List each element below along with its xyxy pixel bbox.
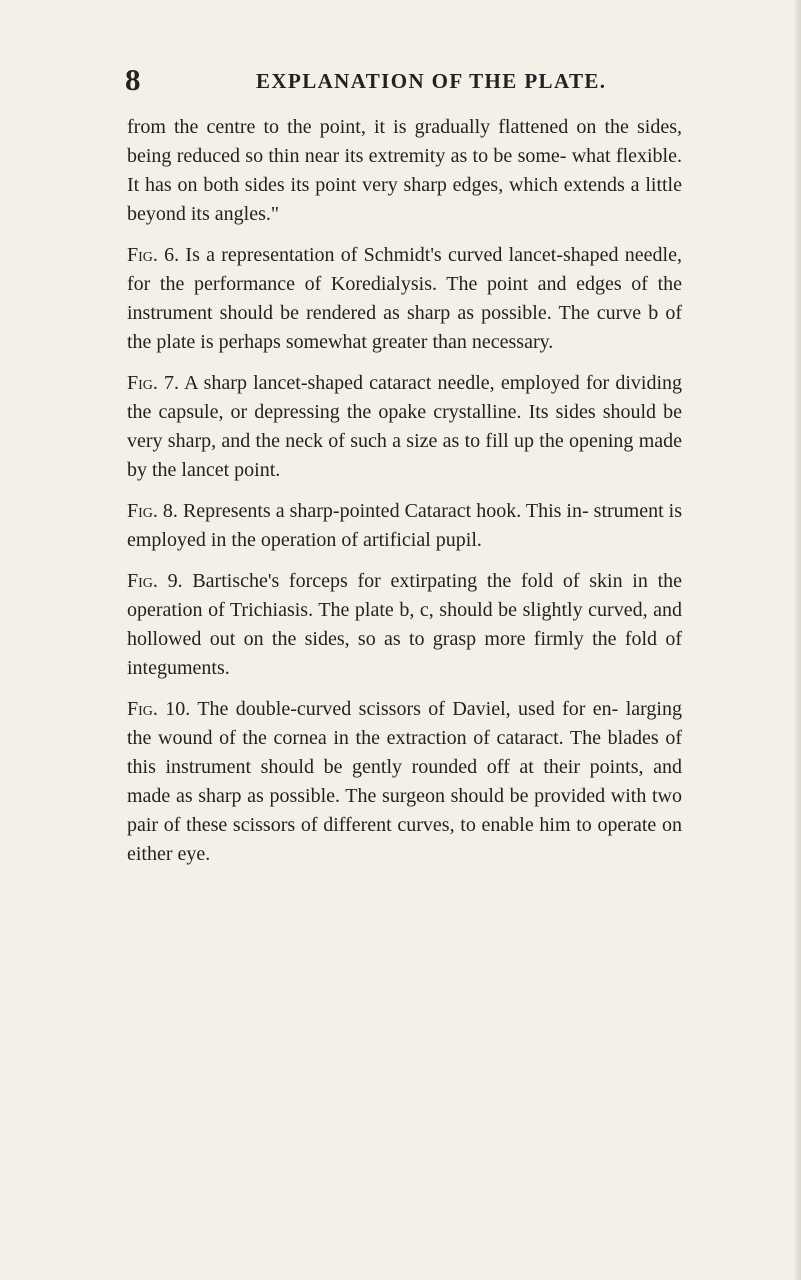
running-title: EXPLANATION OF THE PLATE. (256, 69, 607, 93)
page-number: 8 (125, 62, 141, 97)
paragraph-text: Represents a sharp-pointed Cataract hook. This in- strument is employed in the operation of artificial pupil. (127, 500, 683, 551)
fig-label: Fig. 6. (127, 244, 180, 266)
fig-label: Fig. 7. (127, 372, 180, 394)
paragraph-fig-8 (127, 497, 682, 555)
paragraph-fig-7 (127, 369, 682, 485)
page-header (0, 62, 801, 98)
paragraph-text: Bartische's forceps for extirpating the fold of skin in the operation of Trichiasis. The plate b, c, should be slightly curved, and hollowed out on the sides, so as to grasp more firmly the fold of integuments. (127, 570, 683, 679)
fig-label: Fig. 8. (127, 500, 178, 522)
paragraph-text: A sharp lancet-shaped cataract needle, employed for dividing the capsule, or depressing the opake crystalline. Its sides should be very sharp, and the neck of such a size as to fill up the opening made by the lancet point. (127, 372, 682, 481)
body-text (127, 113, 682, 881)
fig-label: Fig. 10. (127, 698, 191, 720)
paragraph-continuation (127, 113, 682, 229)
paragraph-text: The double-curved scissors of Daviel, used for en- larging the wound of the cornea in the extraction of cataract. The blades of this instrument should be gently rounded off at their points, and made as sharp as possible. The surgeon should be provided with two pair of these scissors of different curves, to enable him to operate on either eye. (127, 698, 682, 865)
paragraph-text: from the centre to the point, it is gradually flattened on the sides, being reduced so thin near its extremity as to be some- what flexible. It has on both sides its point very sharp edges, which extends a little beyond its angles." (127, 116, 682, 225)
fig-label: Fig. 9. (127, 570, 183, 592)
paragraph-fig-9 (127, 567, 682, 683)
paragraph-text: Is a representation of Schmidt's curved lancet-shaped needle, for the performance of Koredialysis. The point and edges of the instrument should be rendered as sharp as possible. The curve b of the plate is perhaps somewhat greater than necessary. (127, 244, 682, 353)
page-edge (795, 0, 801, 1280)
paragraph-fig-6 (127, 241, 682, 357)
paragraph-fig-10 (127, 695, 682, 869)
